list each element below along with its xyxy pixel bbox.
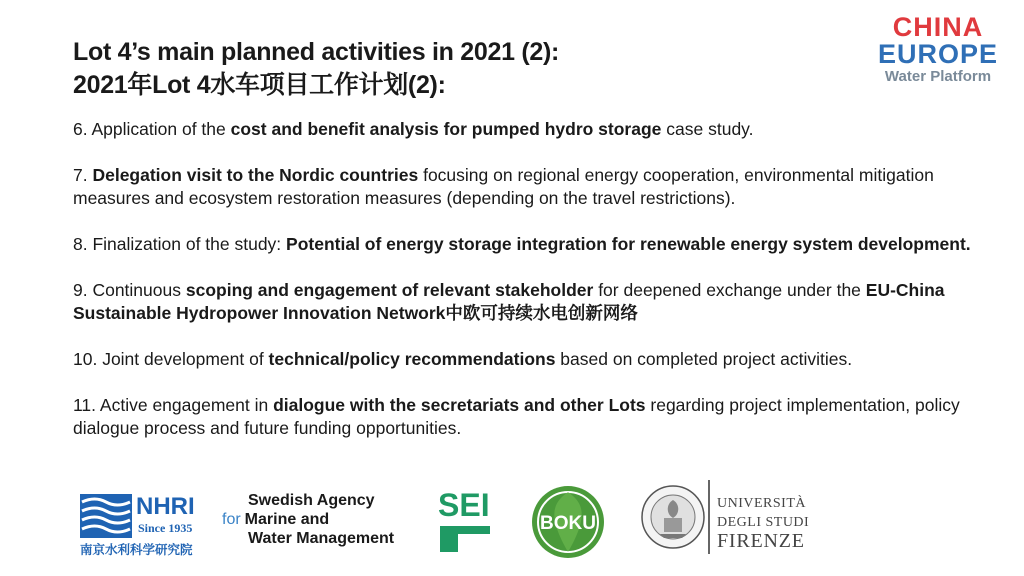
swam-for: for [222,511,241,528]
activity-list [73,118,973,463]
brand-line-china: CHINA [892,12,984,42]
nhri-chinese-name: 南京水利科学研究院 [80,543,193,557]
item-text: 6. Application of the [73,119,231,139]
item-text: 10. Joint development of [73,349,269,369]
activity-item-10 [73,348,973,371]
brand-line-water-platform: Water Platform [884,68,992,85]
item-highlight: Delegation visit to the Nordic countries [92,165,419,185]
item-text: 8. Finalization of the study: [73,234,287,254]
partner-logos [0,478,1024,568]
swam-line2-text: Marine and [244,511,330,528]
item-text: based on completed project activities. [555,349,853,369]
brand-line-europe: EUROPE [877,39,999,69]
item-text: 7. [73,165,93,185]
florence-wordmark [717,494,809,551]
boku-logo [530,484,606,560]
swam-line3: Water Management [248,530,395,547]
item-highlight-chinese: 中欧可持续水电创新网络 [445,303,638,323]
activity-item-8 [73,233,973,256]
item-text: 9. Continuous [73,280,186,300]
slide-title [73,36,559,102]
activity-item-9 [73,279,973,325]
item-text: for deepened exchange under the [593,280,866,300]
item-highlight: technical/policy recommendations [268,349,556,369]
sei-mark-icon [438,524,492,554]
item-highlight: dialogue with the secretariats and other Lots [273,395,646,415]
china-europe-water-platform-logo [868,14,1008,86]
sei-name: SEI [438,487,490,523]
item-text: 11. Active engagement in [73,395,274,415]
florence-seal-icon [640,480,706,554]
nhri-since: Since 1935 [138,521,193,535]
florence-line1: UNIVERSITÀ [717,496,806,511]
waves-icon [80,494,132,538]
item-text: focusing on regional energy cooperation, environmental mitigation measures and ecosystem restoration measures (depending on the travel restrictions). [73,165,934,208]
university-florence-logo [640,480,820,560]
activity-item-6 [73,118,973,141]
item-text: regarding project implementation, policy dialogue process and future funding opportunities. [73,395,960,438]
item-highlight: cost and benefit analysis for pumped hydro storage [230,119,662,139]
boku-emblem-icon [530,484,606,560]
item-text: case study. [661,119,754,139]
boku-name: BOKU [540,513,596,534]
florence-line2: DEGLI STUDI [717,515,810,530]
activity-item-11 [73,394,973,440]
sei-logo [438,488,492,554]
activity-item-7 [73,164,973,210]
nhri-name: NHRI [136,493,195,520]
title-line-chinese: 2021年Lot 4水车项目工作计划(2): [73,71,446,99]
florence-divider [708,480,710,554]
florence-line3: FIRENZE [717,530,805,552]
swedish-agency-logo [222,492,412,552]
swam-line2 [222,511,329,529]
title-line-english: Lot 4’s main planned activities in 2021 (2): [73,38,560,66]
item-highlight: scoping and engagement of relevant stakeholder [185,280,594,300]
nhri-logo [80,493,198,557]
item-highlight: EU-China Sustainable Hydropower Innovation Network [73,280,945,323]
item-highlight: Potential of energy storage integration for renewable energy system development. [286,234,971,254]
swam-line1: Swedish Agency [248,492,375,509]
